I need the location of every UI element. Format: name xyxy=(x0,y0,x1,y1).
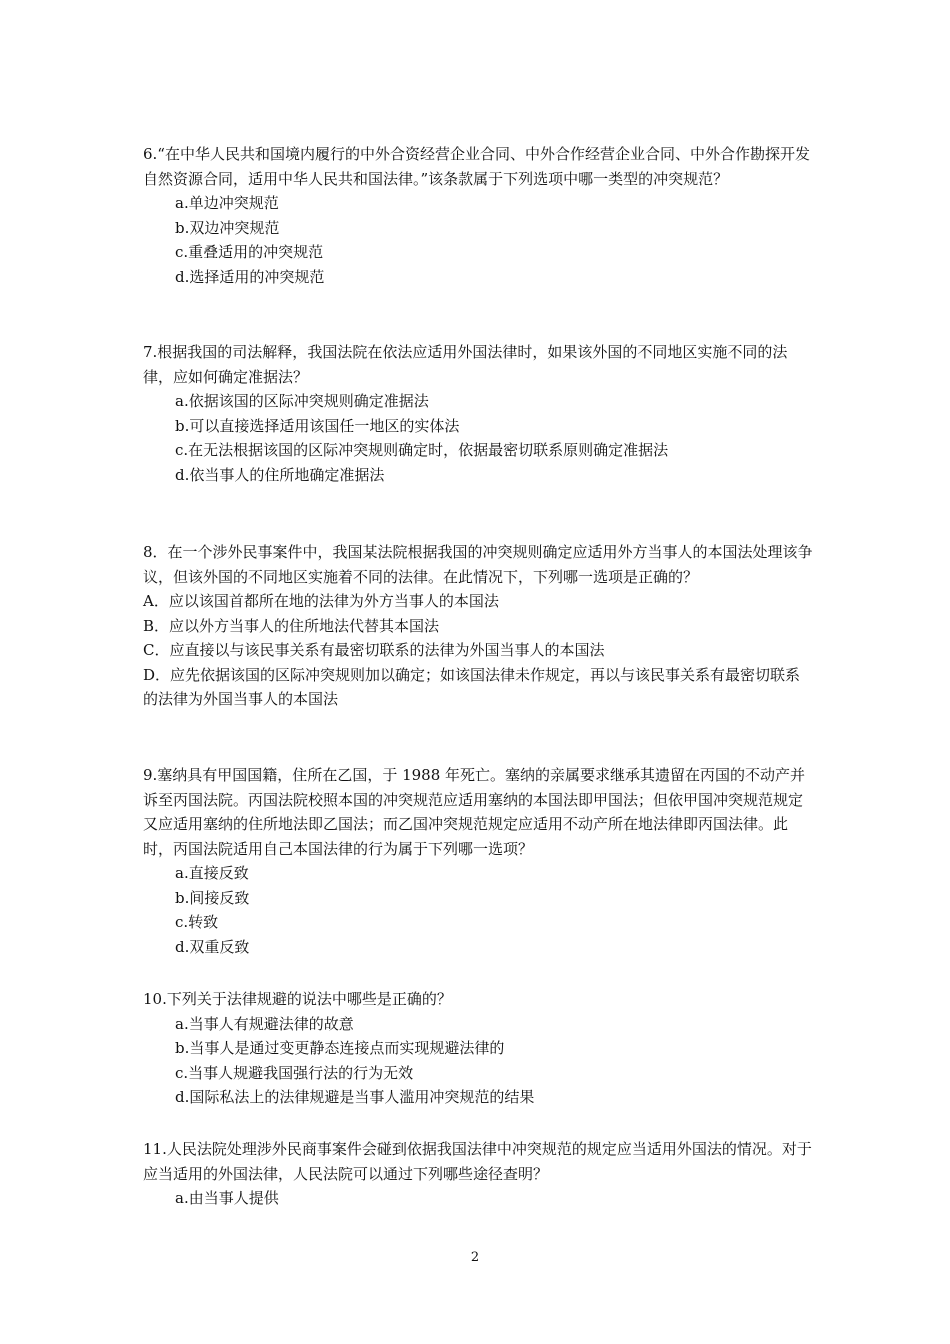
question-stem: 6.“在中华人民共和国境内履行的中外合资经营企业合同、中外合作经营企业合同、中外合作勘探开发自然资源合同，适用中华人民共和国法律。”该条款属于下列选项中哪一类型的冲突规范？ xyxy=(143,145,810,188)
option-list xyxy=(143,191,813,289)
option-a: a.由当事人提供 xyxy=(175,1189,279,1207)
question-11 xyxy=(143,1137,813,1211)
option-list xyxy=(143,1012,813,1110)
option-c: c.在无法根据该国的区际冲突规则确定时，依据最密切联系原则确定准据法 xyxy=(175,441,669,459)
question-6 xyxy=(143,142,813,289)
option-b: B．应以外方当事人的住所地法代替其本国法 xyxy=(143,616,440,635)
option-a: a.当事人有规避法律的故意 xyxy=(175,1014,354,1033)
question-10 xyxy=(143,987,813,1110)
question-stem: 9.塞纳具有甲国国籍，住所在乙国，于 1988 年死亡。塞纳的亲属要求继承其遗留在丙国的不动产并诉至丙国法院。丙国法院校照本国的冲突规范应适用塞纳的本国法即甲国法；但依甲国冲突规范规定又应适用塞纳的住所地法即乙国法；而乙国冲突规范规定应适用不动产所在地法律即丙国法律。此时，丙国法院适用自己本国法律的行为属于下列哪一选项？ xyxy=(143,766,806,858)
option-d: d.依当事人的住所地确定准据法 xyxy=(175,465,385,484)
option-d: D．应先依据该国的区际冲突规则加以确定；如该国法律未作规定，再以与该民事关系有最密切联系的法律为外国当事人的本国法 xyxy=(143,665,801,708)
option-a: a.依据该国的区际冲突规则确定准据法 xyxy=(175,392,429,410)
option-a: A．应以该国首都所在地的法律为外方当事人的本国法 xyxy=(143,592,499,610)
option-list xyxy=(143,861,813,959)
page-number: 2 xyxy=(470,1250,480,1265)
option-b: b.当事人是通过变更静态连接点而实现规避法律的 xyxy=(175,1039,505,1057)
option-d: d.国际私法上的法律规避是当事人滥用冲突规范的结果 xyxy=(175,1088,535,1106)
option-b: b.可以直接选择适用该国任一地区的实体法 xyxy=(175,416,460,435)
question-stem: 10.下列关于法律规避的说法中哪些是正确的？ xyxy=(143,990,452,1008)
option-c: c.重叠适用的冲突规范 xyxy=(175,243,324,261)
question-stem: 11.人民法院处理涉外民商事案件会碰到依据我国法律中冲突规范的规定应当适用外国法的情况。对于应当适用的外国法律，人民法院可以通过下列哪些途径查明？ xyxy=(143,1140,812,1183)
question-stem: 7.根据我国的司法解释，我国法院在依法应适用外国法律时，如果该外国的不同地区实施不同的法律，应如何确定准据法？ xyxy=(143,343,788,386)
question-7 xyxy=(143,340,813,487)
option-c: c.当事人规避我国强行法的行为无效 xyxy=(175,1063,414,1082)
option-list xyxy=(143,389,813,487)
option-b: b.双边冲突规范 xyxy=(175,218,280,237)
option-a: a.直接反致 xyxy=(175,864,249,882)
option-b: b.间接反致 xyxy=(175,888,250,907)
question-9 xyxy=(143,763,813,959)
option-list xyxy=(143,1186,813,1211)
option-c: C．应直接以与该民事关系有最密切联系的法律为外国当事人的本国法 xyxy=(143,641,605,659)
option-list xyxy=(143,589,813,712)
option-a: a.单边冲突规范 xyxy=(175,194,279,212)
option-c: c.转致 xyxy=(175,913,219,931)
option-d: d.选择适用的冲突规范 xyxy=(175,267,325,286)
question-8 xyxy=(143,540,813,712)
question-stem: 8．在一个涉外民事案件中，我国某法院根据我国的冲突规则确定应适用外方当事人的本国法处理该争议，但该外国的不同地区实施着不同的法律。在此情况下，下列哪一选项是正确的？ xyxy=(143,543,813,586)
option-d: d.双重反致 xyxy=(175,937,250,956)
